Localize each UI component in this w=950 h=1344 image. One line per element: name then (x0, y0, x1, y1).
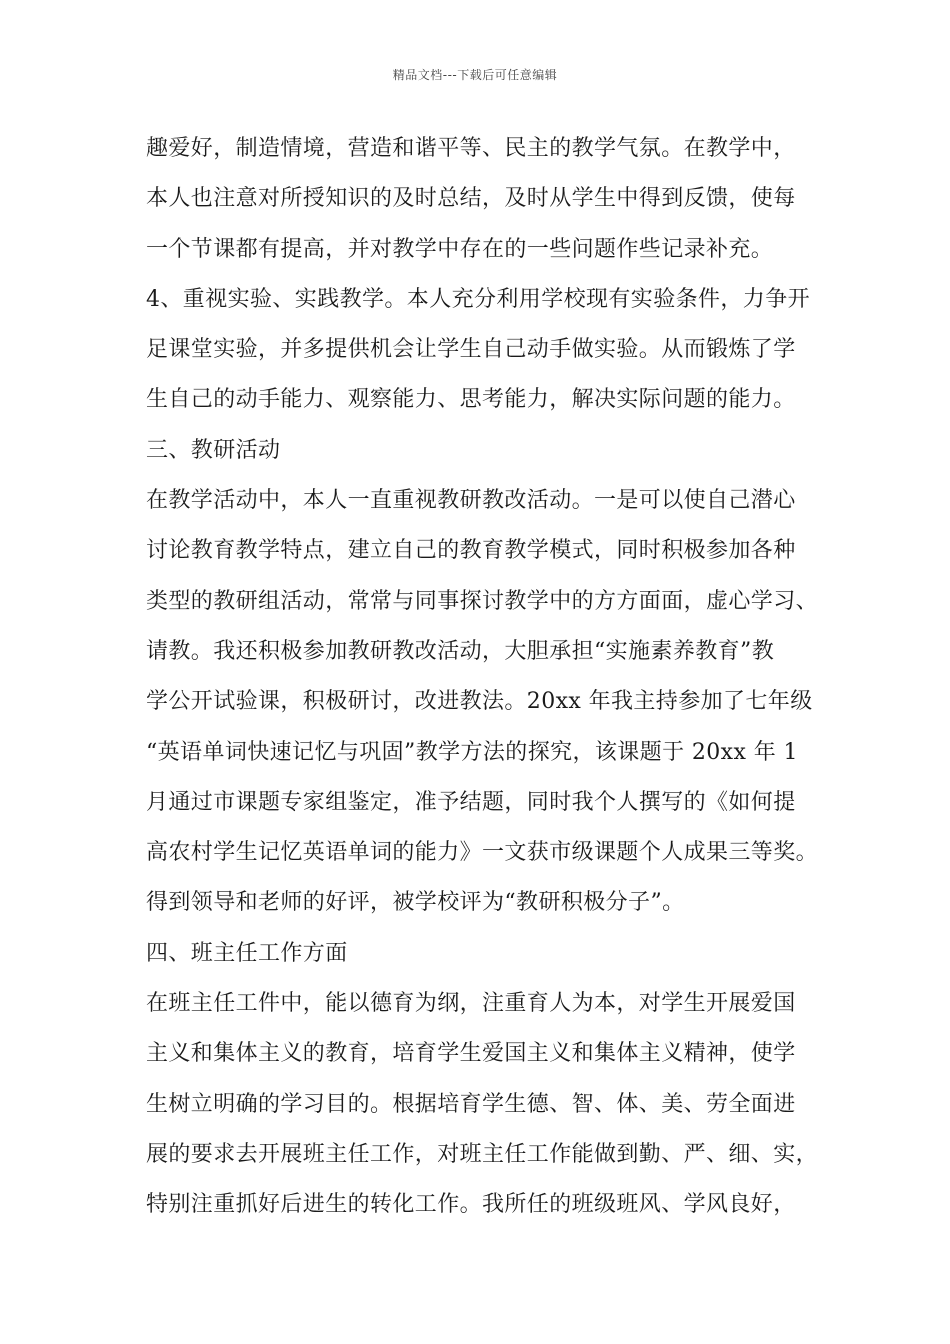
text-line: 请教。我还积极参加教研教改活动，大胆承担“实施素养教育”教 (146, 638, 775, 664)
text-line: 特别注重抓好后进生的转化工作。我所任的班级班风、学风良好， (146, 1192, 796, 1218)
document-body (146, 128, 836, 1235)
text-line: 在班主任工件中，能以德育为纲，注重育人为本，对学生开展爱国 (146, 991, 796, 1017)
text-line: 趣爱好，制造情境，营造和谐平等、民主的教学气氛。在教学中， (146, 136, 796, 161)
text-line: 足课堂实验，并多提供机会让学生自己动手做实验。从而锻炼了学 (146, 337, 796, 363)
text-line: 4、重视实验、实践教学。本人充分利用学校现有实验条件，力争开 (146, 286, 810, 312)
section-heading: 三、教研活动 (146, 437, 281, 463)
text-line: 月通过市课题专家组鉴定，准予结题，同时我个人撰写的《如何提 (146, 789, 796, 815)
text-line: 展的要求去开展班主任工作，对班主任工作能做到勤、严、细、实， (146, 1141, 819, 1167)
text-line: 类型的教研组活动，常常与同事探讨教学中的方方面面，虚心学习、 (146, 588, 819, 614)
text-line: 高农村学生记忆英语单词的能力》一文获市级课题个人成果三等奖。 (146, 840, 819, 866)
text-line: 得到领导和老师的好评，被学校评为“教研积极分子”。 (146, 890, 685, 916)
text-line: 主义和集体主义的教育，培育学生爱国主义和集体主义精神，使学 (146, 1041, 796, 1067)
text-line: 学公开试验课，积极研讨，改进教法。20xx 年我主持参加了七年级 (146, 689, 813, 715)
text-line: 讨论教育教学特点，建立自己的教育教学模式，同时积极参加各种 (146, 538, 796, 564)
section-heading: 四、班主任工作方面 (146, 940, 348, 966)
text-line: 本人也注意对所授知识的及时总结，及时从学生中得到反馈，使每 (146, 186, 796, 212)
text-line: 生树立明确的学习目的。根据培育学生德、智、体、美、劳全面进 (146, 1091, 796, 1117)
text-line: 一个节课都有提高，并对教学中存在的一些问题作些记录补充。 (146, 236, 774, 262)
text-line: 在教学活动中，本人一直重视教研教改活动。一是可以使自己潜心 (146, 488, 796, 514)
text-line: “英语单词快速记忆与巩固”教学方法的探究，该课题于 20xx 年 1 (146, 739, 798, 765)
page-header: 精品文档---下载后可任意编辑 (392, 68, 558, 82)
text-line: 生自己的动手能力、观察能力、思考能力，解决实际问题的能力。 (146, 387, 796, 413)
